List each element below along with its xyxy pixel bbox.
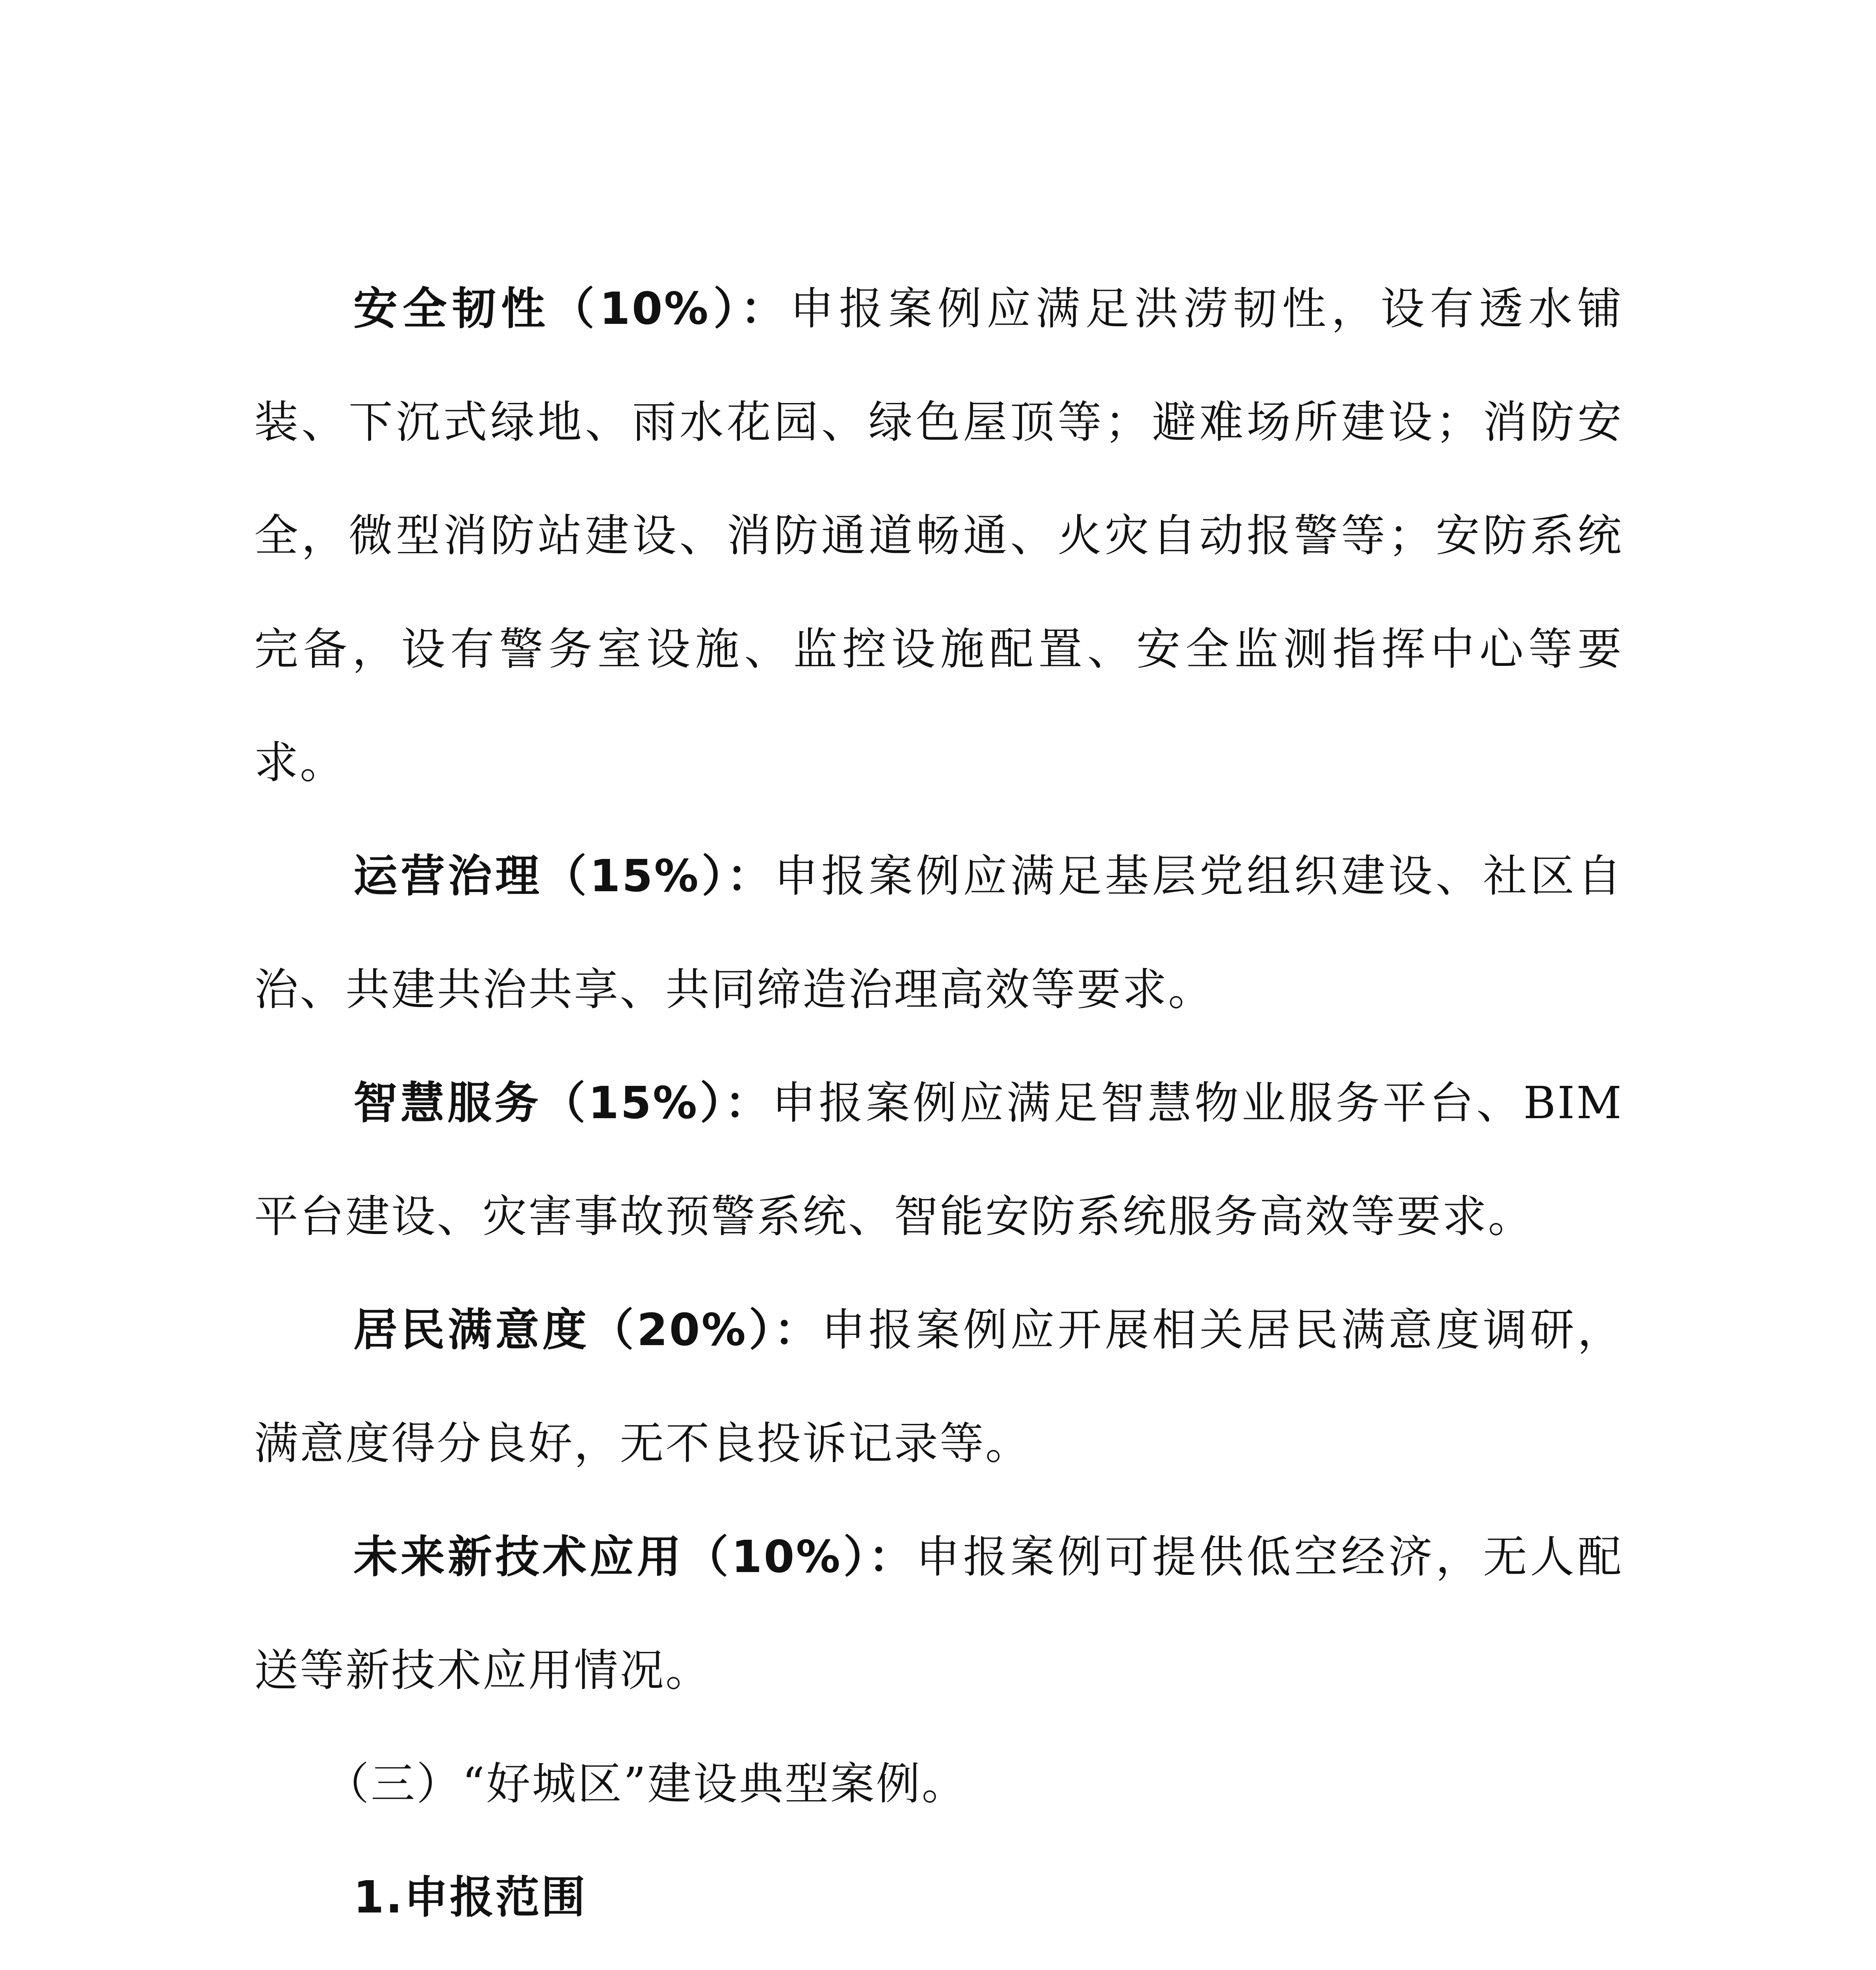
section-heading: （三）“好城区”建设典型案例。 — [325, 1758, 968, 1810]
criterion-text: 申报案例应满足基层党组织建设、社区自治、共建共治共享、共同缔造治理高效等要求。 — [254, 851, 1623, 1015]
scope-paragraph — [254, 1954, 1623, 1970]
criterion-label: 智慧服务（15%）： — [353, 1078, 772, 1129]
document-body — [254, 252, 1623, 1970]
criterion-future-technology — [254, 1500, 1623, 1727]
criterion-label: 未来新技术应用（10%）： — [353, 1531, 916, 1583]
criterion-text: 申报案例应满足洪涝韧性，设有透水铺装、下沉式绿地、雨水花园、绿色屋顶等；避难场所建设；消防安全，微型消防站建设、消防通道畅通、火灾自动报警等；安防系统完备，设有警务室设施、监控设施配置、安全监测指挥中心等要求。 — [254, 283, 1623, 788]
criterion-label: 安全韧性（10%）： — [353, 283, 790, 335]
criterion-label: 运营治理（15%）： — [353, 851, 774, 902]
criterion-resident-satisfaction — [254, 1273, 1623, 1500]
criterion-smart-service — [254, 1046, 1623, 1273]
criterion-text: 申报案例应满足智慧物业服务平台、BIM平台建设、灾害事故预警系统、智能安防系统服务高效等要求。 — [254, 1078, 1623, 1242]
criterion-safety-resilience — [254, 252, 1623, 820]
criterion-operation-governance — [254, 820, 1623, 1046]
criterion-text: 申报案例应开展相关居民满意度调研，满意度得分良好，无不良投诉记录等。 — [254, 1305, 1623, 1469]
criterion-text: 申报案例可提供低空经济，无人配送等新技术应用情况。 — [254, 1531, 1623, 1696]
criterion-label: 居民满意度（20%）： — [353, 1305, 821, 1356]
scope-heading: 1.申报范围 — [353, 1872, 587, 1923]
